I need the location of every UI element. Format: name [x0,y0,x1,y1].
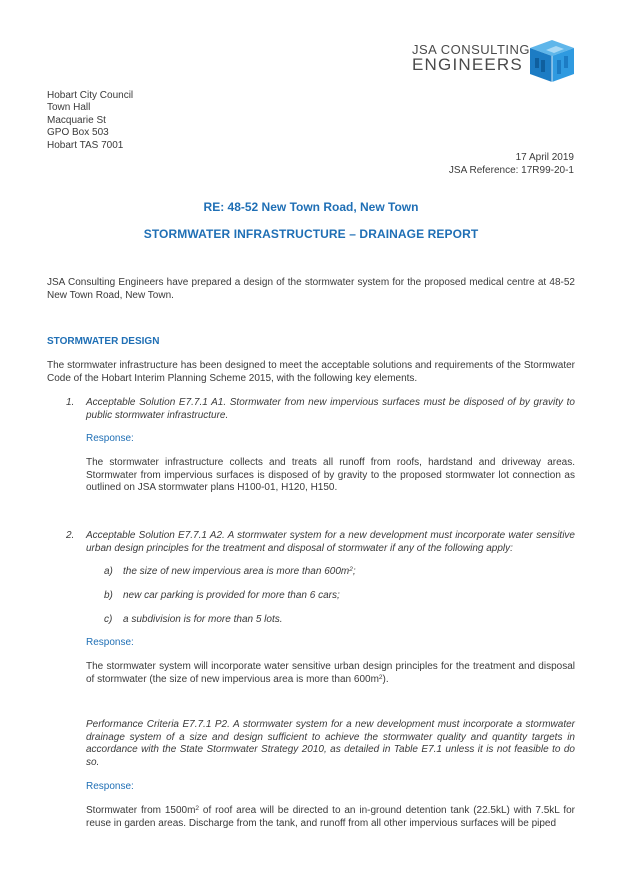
sub-item-letter: b) [104,590,113,601]
superscript: 2 [378,673,383,681]
company-logo [404,38,584,84]
letter-date: 17 April 2019 [515,152,574,163]
section-heading: STORMWATER DESIGN [47,336,160,347]
superscript: 2 [349,566,353,573]
sub-item-letter: a) [104,566,113,577]
sub-item-text [123,566,356,577]
response-tail: ). [382,673,389,685]
letter-meta [449,152,574,177]
item-requirement: Acceptable Solution E7.7.1 A1. Stormwater from new impervious surfaces must be disposed of by gravity to public stormwater infrastructure. [86,397,575,421]
reference-number: JSA Reference: 17R99-20-1 [448,164,574,176]
response-label: Response: [86,781,134,792]
report-title: STORMWATER INFRASTRUCTURE – DRAINAGE REPORT [143,227,479,241]
item-requirement: Acceptable Solution E7.7.1 A2. A stormwater system for a new development must incorporate water sensitive urban design principles for the treatment and disposal of stormwater if any of the following apply: [86,530,575,554]
section-lead: The stormwater infrastructure has been designed to meet the acceptable solutions and requirements of the Stormwater Code of the Hobart Interim Planning Scheme 2015, with the following key elements. [47,360,575,384]
response-body: Stormwater from 1500m [86,805,196,816]
address-line: Hobart TAS 7001 [47,139,124,151]
address-line: GPO Box 503 [47,127,109,139]
performance-criteria: Performance Criteria E7.7.1 P2. A stormwater system for a new development must incorporate a stormwater drainage system of a size and design sufficient to achieve the stormwater quality and quantity targets in accordance with the State Stormwater Strategy 2010, as detailed in Table E7.1 unless it is not feasible to do so. [86,719,575,768]
sub-item-text: new car parking is provided for more than 6 cars; [123,590,340,601]
sub-item-letter: c) [104,614,113,625]
address-line: Macquarie St [47,114,106,126]
sub-item-text: a subdivision is for more than 5 lots. [123,614,283,625]
item-number: 1. [66,397,75,408]
response-text: The stormwater infrastructure collects and treats all runoff from roofs, hardstand and driveway areas. Stormwater from impervious surfaces is disposed of by gravity to the proposed stormwater lot connection as outlined on JSA stormwater plans H100-01, H120, H150. [86,457,575,494]
response-text [86,661,575,686]
subject-line: RE: 48-52 New Town Road, New Town [203,200,419,214]
cube-logo-icon [526,38,578,84]
sub-item-body: the size of new impervious area is more than 600m [123,566,350,577]
superscript: 2 [195,805,200,812]
response-tail: of roof area will be directed to an in-ground detention tank (22.5kL) with 7.5kL for reuse in garden areas. Discharge from the tank, and runoff from all other impervious surfaces will be piped [86,805,575,829]
address-line: Town Hall [47,102,91,114]
intro-paragraph: JSA Consulting Engineers have prepared a design of the stormwater system for the proposed medical centre at 48-52 New Town Road, New Town. [47,277,575,301]
item-number: 2. [66,530,75,541]
logo-text-line2: ENGINEERS [412,55,523,74]
response-label: Response: [86,637,134,648]
sub-item-tail: ; [352,566,356,577]
address-line: Hobart City Council [47,90,134,101]
recipient-address [47,90,133,152]
response-text [86,805,575,830]
response-body: The stormwater system will incorporate water sensitive urban design principles for the treatment and disposal of stormwater (the size of new impervious area is more than 600m [86,661,575,685]
response-label: Response: [86,433,134,444]
logo-text-line1: JSA CONSULTING [412,42,531,57]
